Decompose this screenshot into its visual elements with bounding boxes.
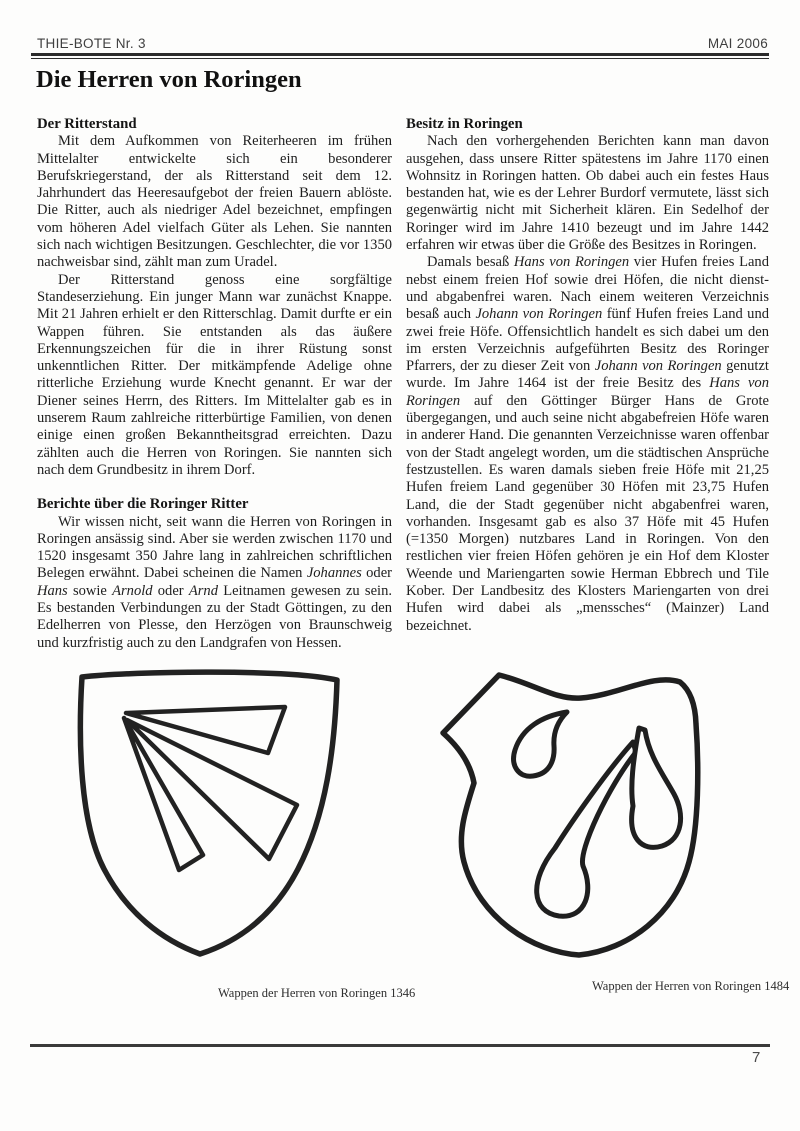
body-paragraph <box>37 133 392 271</box>
column-left <box>37 116 392 656</box>
paragraph-text: sowie <box>67 582 113 599</box>
paragraph-text: Mit dem Aufkommen von Reiterheeren im frühen Mittelalter entwickelte sich ein besonderer Berufskriegerstand, der als Ritterstand seit dem 12. Jahrhundert das Heeresaufgebot der freien Bauern ablöste. Die Ritter, auch als niedriger Adel bezeichnet, empfingen vom höheren Adel vielfach Güter als Lehen. Sie nannten sich nach wichtigen Besitzungen. Geschlechter, die vor 1350 nachweisbar sind, zählt man zum Uradel. <box>37 133 392 271</box>
paragraph-text: oder <box>152 582 189 599</box>
figure-caption-1484: Wappen der Herren von Roringen 1484 <box>592 979 790 993</box>
italic-name-text: Arnd <box>188 582 218 599</box>
section-heading: Berichte über die Roringer Ritter <box>37 496 249 513</box>
figure-caption-1346: Wappen der Herren von Roringen 1346 <box>218 986 416 1000</box>
paragraph-text: Wir wissen nicht, seit wann die Herren von Roringen in Roringen ansässig sind. Aber sie werden zwischen 1170 und 1520 insgesamt 350 Jahre lang in zahlreichen schriftlichen Belegen erwähnt. Dabei scheinen die Namen <box>37 513 392 582</box>
page-number: 7 <box>752 1049 761 1066</box>
footer-rule <box>30 1044 770 1047</box>
italic-name-text: Johann von Roringen <box>594 358 722 375</box>
article-body <box>37 116 769 656</box>
italic-name-text: Hans <box>37 582 68 599</box>
paragraph-text: fünf Hufen freies Land und zwei freie Höfe. Offensichtlich handelt es sich dabei um den im ersten Verzeichnis aufgeführten Besitz des Roringer Pfarrers, der zu dieser Zeit von <box>406 306 769 375</box>
body-paragraph <box>37 272 392 480</box>
header-issue-label: THIE-BOTE Nr. 3 <box>37 36 146 51</box>
header-date-label: MAI 2006 <box>707 36 768 51</box>
paragraph-text: Damals besaß <box>427 254 514 271</box>
paragraph-text: oder <box>361 565 392 582</box>
coat-of-arms-1346-image <box>50 663 350 963</box>
italic-name-text: Johann von Roringen <box>475 306 603 323</box>
paragraph-text: Der Ritterstand genoss eine sorgfältige Standeserziehung. Ein junger Mann war zunächst Knappe. Mit 21 Jahren erhielt er den Ritterschlag. Damit durfte er ein Wappen führen. Sie entstanden als das äußere Erkennungszeichen für die in ihrer Rüstung sonst unkenntlichen Ritter. Der mitkämpfende Adelige ohne ritterliche Erziehung wurde Knecht genannt. Er war der Diener seines Herrn, des Ritters. Im Mittelalter gab es in unserem Raum zahlreiche ritterbürtige Familien, von denen einige einen großen Bekanntheitsgrad erreichten. Dazu zählten auch die Herren von Roringen. Sie nannten sich nach dem Grundbesitz in ihrem Dorf. <box>37 271 392 478</box>
body-paragraph <box>37 514 392 652</box>
article-title: Die Herren von Roringen <box>36 66 302 93</box>
italic-name-text: Hans von Roringen <box>406 375 769 409</box>
body-paragraph <box>406 133 769 254</box>
paragraph-text: genutzt wurde. Im Jahre 1464 ist der freie Besitz des <box>406 358 769 392</box>
column-right <box>406 116 769 656</box>
italic-name-text: Hans von Roringen <box>513 254 630 271</box>
paragraph-text: Nach den vorhergehenden Berichten kann man davon ausgehen, dass unsere Ritter spätestens im Jahre 1170 einen Wohnsitz in Roringen hatten. Ob dabei auch ein festes Haus bestanden hat, wie es der Lehrer Burdorf vermutete, lässt sich gegenwärtig nicht mit Sicherheit klären. Ein Sedelhof der Roringer wird im Jahre 1410 bezeugt und im Jahre 1442 erfahren wir etwas über die Größe des Besitzes in Roringen. <box>406 133 769 254</box>
header-rule <box>31 53 769 59</box>
coat-of-arms-1484-image <box>437 666 717 966</box>
body-paragraph <box>406 254 769 635</box>
page-header <box>37 36 768 51</box>
paragraph-text: auf den Göttinger Bürger Hans de Grote übergegangen, und auch seine nicht abgabefreien Höfe waren in anderer Hand. Die genannten Verzeichnisse waren offenbar von der Stadt angelegt worden, um die städtischen Ansprüche festzustellen. Es waren damals sieben freie Höfe mit 21,25 Hufen freiem Land gegenüber 30 Höfen mit 23,75 Hufen Land, die der Stadt gegenüber nicht abgabenfrei waren, vorhanden. Insgesamt gab es also 37 Höfe mit 45 Hufen (=1350 Morgen) nutzbares Land in Roringen. Von den restlichen vier freien Höfen gehören je ein Hof dem Kloster Weende und Mariengarten sowie Herman Ebbrech und Tile Kober. Der Landbesitz des Klosters Mariengarten von drei Hufen wird dabei als „menssches“ (Mainzer) Land bezeichnet. <box>406 392 769 634</box>
italic-name-text: Arnold <box>112 582 153 599</box>
section-heading: Besitz in Roringen <box>406 116 523 132</box>
paragraph-text: vier Hufen freies Land nebst einem freien Hof sowie drei Höfen, die nicht dienst- und abgabenfrei waren. Nach einem weiteren Verzeichnis besaß auch <box>406 254 769 323</box>
section-heading: Der Ritterstand <box>37 116 137 132</box>
italic-name-text: Johannes <box>306 565 362 582</box>
paragraph-text: Leitnamen gewesen zu sein. Es bestanden Verbindungen zu der Stadt Göttingen, zu den Edelherren von Plesse, den Herzögen von Braunschweig und kurzfristig auch zu den Landgrafen von Hessen. <box>37 582 392 651</box>
